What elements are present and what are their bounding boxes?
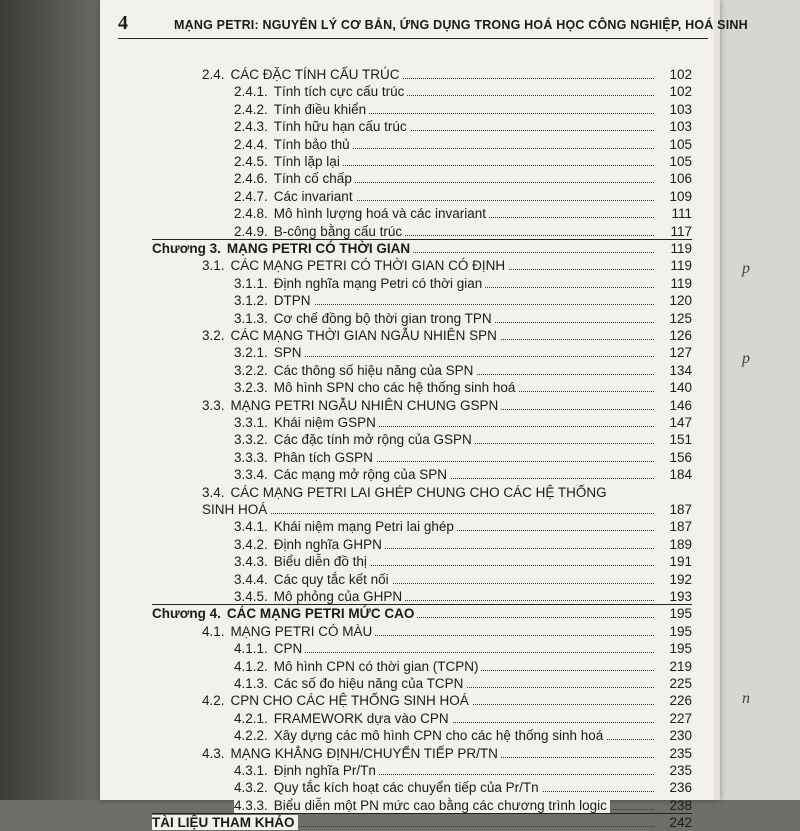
toc-entry-title: Mô hình CPN có thời gian (TCPN) xyxy=(273,658,479,674)
toc-entry-title: Các invariant xyxy=(273,188,353,204)
toc-entry-title: B-công bằng cấu trúc xyxy=(273,223,403,239)
toc-entry-title: CÁC MẠNG PETRI CÓ THỜI GIAN CÓ ĐỊNH xyxy=(230,258,506,274)
toc-entry xyxy=(152,275,692,292)
toc-entry-number: 2.4.5. xyxy=(234,154,268,169)
toc-entry xyxy=(152,588,692,605)
toc-entry-page: 103 xyxy=(669,101,692,117)
toc-entry-title: Các số đo hiệu năng của TCPN xyxy=(273,676,464,691)
toc-entry-number: 2.4.6. xyxy=(234,171,268,187)
toc-entry-page: 236 xyxy=(669,780,692,796)
toc-entry-number: 3.3.3. xyxy=(234,449,268,465)
toc-entry xyxy=(152,814,692,831)
toc-entry xyxy=(152,66,692,83)
toc-entry-number: 3.1.1. xyxy=(234,275,268,291)
toc-entry-title: Định nghĩa Pr/Tn xyxy=(273,763,376,778)
toc-entry-page: 187 xyxy=(669,502,692,517)
toc-entry xyxy=(152,640,692,657)
toc-entry xyxy=(152,484,692,501)
toc-entry xyxy=(152,553,692,570)
toc-entry-number: 3.3.1. xyxy=(234,415,268,430)
toc-entry-title: Định nghĩa GHPN xyxy=(273,536,382,552)
toc-entry-number: 3.4.1. xyxy=(234,519,268,535)
toc-entry-number: 3.4.5. xyxy=(234,589,268,604)
toc-entry-title: Phân tích GSPN xyxy=(273,449,373,465)
toc-entry-number: 4.3.2. xyxy=(234,780,268,796)
toc-entry-page: 195 xyxy=(669,606,692,622)
toc-entry-number: 2.4.8. xyxy=(234,206,268,222)
toc-entry-title: MẠNG PETRI NGẪU NHIÊN CHUNG GSPN xyxy=(230,397,499,413)
toc-entry-title: TÀI LIỆU THAM KHẢO xyxy=(152,815,295,831)
toc-entry xyxy=(152,153,692,170)
toc-entry-number: 4.3. xyxy=(202,745,225,761)
toc-entry-title: Tính lặp lại xyxy=(273,154,340,169)
toc-entry xyxy=(152,170,692,187)
toc-entry-page: 106 xyxy=(669,171,692,187)
toc-entry-number: 3.4.4. xyxy=(234,571,268,587)
toc-entry-page: 119 xyxy=(670,258,692,274)
toc-entry-number: 2.4.3. xyxy=(234,119,268,135)
toc-entry-number: 2.4.1. xyxy=(234,84,268,100)
toc-entry-title: Cơ chế đồng bộ thời gian trong TPN xyxy=(273,310,492,326)
toc-entry-page: 119 xyxy=(670,241,692,256)
page-number: 4 xyxy=(118,12,128,34)
toc-entry-number: 3.1. xyxy=(202,258,225,274)
toc-entry-number: 4.1.2. xyxy=(234,658,268,674)
toc-entry xyxy=(152,745,692,762)
toc-entry xyxy=(152,571,692,588)
toc-entry-title: CÁC MẠNG PETRI MỨC CAO xyxy=(226,606,415,622)
adjacent-page xyxy=(720,0,800,800)
toc-entry-page: 119 xyxy=(670,275,692,291)
toc-entry-page: 242 xyxy=(669,815,692,831)
toc-entry-title: Tính cố chấp xyxy=(273,171,352,187)
toc-entry xyxy=(152,344,692,361)
toc-entry xyxy=(152,327,692,344)
toc-entry-number: 3.2.1. xyxy=(234,345,268,361)
toc-entry-title: CÁC MẠNG THỜI GIAN NGẪU NHIÊN SPN xyxy=(230,328,497,343)
toc-entry-title: Khái niệm GSPN xyxy=(273,415,376,430)
toc-entry-number: 4.2.1. xyxy=(234,710,268,726)
toc-entry-number: 3.2.3. xyxy=(234,380,268,396)
toc-entry-title: DTPN xyxy=(273,293,311,309)
toc-entry-page: 230 xyxy=(669,728,692,744)
toc-entry-title: Các thông số hiệu năng của SPN xyxy=(273,362,474,378)
toc-entry xyxy=(152,257,692,274)
adjacent-page-glyph: p xyxy=(742,350,750,367)
toc-entry xyxy=(152,101,692,118)
toc-entry-title: Mô phỏng của GHPN xyxy=(273,589,403,604)
toc-entry-title: Biểu diễn đồ thị xyxy=(273,554,367,570)
toc-entry-number: 2.4.2. xyxy=(234,101,268,117)
toc-entry-title: Xây dựng các mô hình CPN cho các hệ thống sinh hoá xyxy=(273,728,604,744)
toc-entry-page: 184 xyxy=(669,467,692,483)
toc-entry-title: CÁC ĐẶC TÍNH CẤU TRÚC xyxy=(230,67,400,82)
toc-entry-title: MẠNG PETRI CÓ MÀU xyxy=(230,623,373,639)
toc-entry-number: 4.3.1. xyxy=(234,763,268,778)
toc-entry-title: Tính bảo thủ xyxy=(273,136,350,152)
toc-entry xyxy=(152,397,692,414)
toc-entry-title: Định nghĩa mạng Petri có thời gian xyxy=(273,275,483,291)
toc-entry-title: Các đặc tính mở rộng của GSPN xyxy=(273,432,472,448)
toc-entry xyxy=(152,501,692,518)
toc-entry-page: 105 xyxy=(669,136,692,152)
adjacent-page-glyph: p xyxy=(742,260,750,277)
book-page xyxy=(100,0,748,831)
toc-entry-number: 2.4.7. xyxy=(234,188,268,204)
toc-entry xyxy=(152,623,692,640)
toc-entry xyxy=(152,536,692,553)
toc-entry xyxy=(152,310,692,327)
toc-entry-number: 3.2.2. xyxy=(234,362,268,378)
running-header xyxy=(118,8,748,39)
toc-entry xyxy=(152,240,692,257)
toc-entry-title: FRAMEWORK dựa vào CPN xyxy=(273,710,449,726)
toc-entry xyxy=(152,675,692,692)
toc-entry-page: 235 xyxy=(669,763,692,778)
toc-entry-number: 3.3.2. xyxy=(234,432,268,448)
toc-entry xyxy=(152,379,692,396)
toc-entry-number: 3.4. xyxy=(202,484,225,500)
toc-entry xyxy=(152,205,692,222)
toc-entry xyxy=(152,797,692,814)
toc-entry-number: 3.1.3. xyxy=(234,310,268,326)
toc-entry xyxy=(152,292,692,309)
toc-entry xyxy=(152,414,692,431)
toc-entry-title: Mô hình lượng hoá và các invariant xyxy=(273,206,487,222)
toc-entry-page: 238 xyxy=(669,797,692,813)
toc-entry xyxy=(152,118,692,135)
toc-entry-title: CPN CHO CÁC HỆ THỐNG SINH HOÁ xyxy=(230,693,469,709)
toc-entry-number: 2.4.4. xyxy=(234,136,268,152)
toc-entry xyxy=(152,692,692,709)
toc-entry xyxy=(152,727,692,744)
toc-entry-page: 151 xyxy=(669,432,692,448)
toc-entry-page: 191 xyxy=(669,554,692,570)
toc-entry-number: 3.4.3. xyxy=(234,554,268,570)
toc-entry-page: 111 xyxy=(671,206,692,222)
toc-entry-page: 109 xyxy=(669,188,692,204)
adjacent-page-glyph: n xyxy=(742,690,750,707)
toc-entry-page: 226 xyxy=(669,693,692,709)
toc-entry-page: 147 xyxy=(669,415,692,430)
toc-entry-page: 192 xyxy=(669,571,692,587)
toc-entry xyxy=(152,136,692,153)
toc-entry-title: SPN xyxy=(273,345,302,361)
toc-entry xyxy=(152,188,692,205)
toc-entry-title: CPN xyxy=(273,641,303,657)
toc-entry xyxy=(152,710,692,727)
toc-entry-page: 187 xyxy=(669,519,692,535)
toc-entry-number: 4.2.2. xyxy=(234,728,268,744)
toc-entry-number: 3.1.2. xyxy=(234,293,268,309)
toc-entry-title: MẠNG KHẲNG ĐỊNH/CHUYỂN TIẾP PR/TN xyxy=(230,745,498,761)
toc-entry-page: 193 xyxy=(669,589,692,604)
toc-entry-title: Khái niệm mạng Petri lai ghép xyxy=(273,519,454,535)
toc-entry xyxy=(152,605,692,622)
toc-entry-page: 140 xyxy=(669,380,692,396)
toc-entry-page: 227 xyxy=(669,710,692,726)
toc-entry-page: 125 xyxy=(669,310,692,326)
toc-entry xyxy=(152,779,692,796)
toc-entry-page: 189 xyxy=(669,536,692,552)
toc-entry-number: 2.4. xyxy=(202,67,225,82)
toc-entry-number: 4.3.3. xyxy=(234,797,268,813)
toc-entry-title: SINH HOÁ xyxy=(202,502,268,517)
toc-entry-number: 3.4.2. xyxy=(234,536,268,552)
toc-entry-number: 2.4.9. xyxy=(234,223,268,239)
toc-entry xyxy=(152,658,692,675)
toc-entry-title: Các quy tắc kết nối xyxy=(273,571,389,587)
toc-entry-page: 195 xyxy=(669,641,692,657)
toc-entry-number: 4.1.3. xyxy=(234,676,268,691)
toc-entry-page: 105 xyxy=(669,154,692,169)
toc-entry-page: 134 xyxy=(669,362,692,378)
toc-entry-page: 195 xyxy=(669,623,692,639)
toc-entry-title: Tính tích cực cấu trúc xyxy=(273,84,405,100)
toc-entry-title: CÁC MẠNG PETRI LAI GHÉP CHUNG CHO CÁC HỆ THỐNG xyxy=(230,484,607,500)
toc-entry-page: 103 xyxy=(669,119,692,135)
toc-entry-number: Chương 4. xyxy=(152,606,221,622)
toc-entry-number: 4.1.1. xyxy=(234,641,268,657)
toc-entry xyxy=(152,431,692,448)
toc-entry-title: MẠNG PETRI CÓ THỜI GIAN xyxy=(226,241,411,256)
toc-entry-page: 235 xyxy=(669,745,692,761)
toc-entry xyxy=(152,223,692,240)
toc-entry-title: Biểu diễn một PN mức cao bằng các chương trình logic xyxy=(273,797,607,813)
toc-entry-number: Chương 3. xyxy=(152,241,221,256)
toc-entry-page: 102 xyxy=(669,67,692,82)
toc-entry-number: 3.3. xyxy=(202,397,225,413)
toc-entry-number: 4.2. xyxy=(202,693,225,709)
toc-entry-page: 117 xyxy=(670,223,692,239)
running-title: MẠNG PETRI: NGUYÊN LÝ CƠ BẢN, ỨNG DỤNG TRONG HOÁ HỌC CÔNG NGHIỆP, HOÁ SINH xyxy=(174,18,748,32)
toc-entry-page: 126 xyxy=(669,328,692,343)
toc-entry-title: Tính hữu hạn cấu trúc xyxy=(273,119,407,135)
toc-entry-number: 3.3.4. xyxy=(234,467,268,483)
toc-entry-title: Các mạng mở rộng của SPN xyxy=(273,467,447,483)
toc-entry xyxy=(152,83,692,100)
toc-entry-number: 3.2. xyxy=(202,328,225,343)
toc-entry-page: 146 xyxy=(669,397,692,413)
toc-entry-page: 102 xyxy=(669,84,692,100)
toc-entry xyxy=(152,466,692,483)
toc-entry xyxy=(152,449,692,466)
page-edge xyxy=(714,0,720,800)
toc-entry-title: Quy tắc kích hoạt các chuyển tiếp của Pr/Tn xyxy=(273,780,539,796)
toc-entry-page: 225 xyxy=(669,676,692,691)
toc-entry-page: 127 xyxy=(669,345,692,361)
toc-entry-title: Mô hình SPN cho các hệ thống sinh hoá xyxy=(273,380,516,396)
toc-entry xyxy=(152,762,692,779)
toc-entry-title: Tính điều khiển xyxy=(273,101,367,117)
toc-entry-page: 156 xyxy=(669,449,692,465)
background-desk xyxy=(0,0,100,800)
toc-entry-number: 4.1. xyxy=(202,623,225,639)
toc-entry-page: 120 xyxy=(669,293,692,309)
toc-entry xyxy=(152,518,692,535)
toc-entry-page: 219 xyxy=(669,658,692,674)
toc-entry xyxy=(152,362,692,379)
